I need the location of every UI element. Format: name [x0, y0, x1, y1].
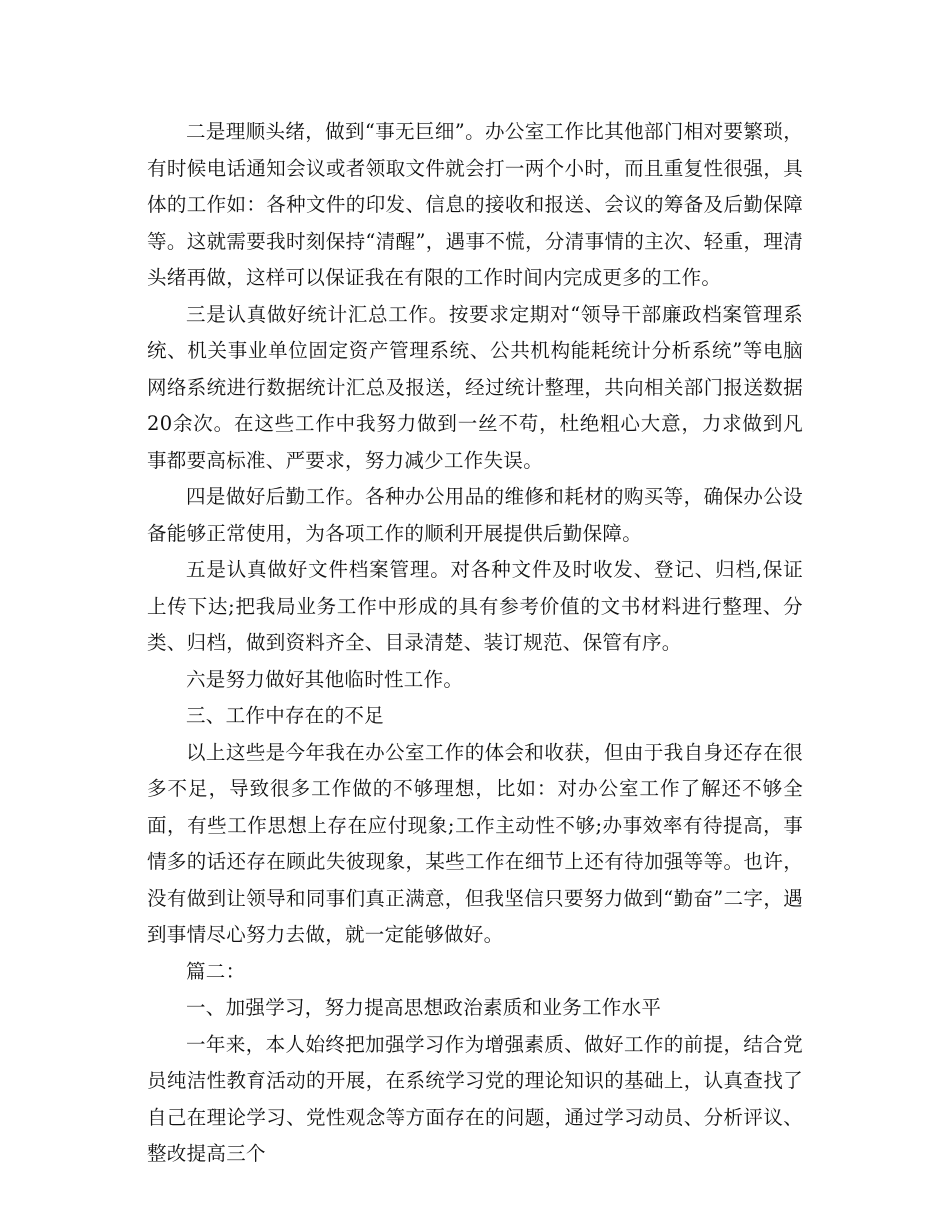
section-heading-study: 一、加强学习，努力提高思想政治素质和业务工作水平: [186, 996, 662, 1019]
document-body: [147, 114, 803, 1173]
paragraph-6-temporary-work: 六是努力做好其他临时性工作。: [186, 667, 464, 691]
section-heading-shortcomings: 三、工作中存在的不足: [186, 704, 385, 727]
paragraph-4-logistics-work: 四是做好后勤工作。各种办公用品的维修和耗材的购买等，确保办公设备能够正常使用，为各项工作的顺利开展提供后勤保障。: [147, 485, 803, 545]
paragraph-shortcomings: 以上这些是今年我在办公室工作的体会和收获，但由于我自身还存在很多不足，导致很多工作做的不够理想，比如：对办公室工作了解还不够全面，有些工作思想上存在应付现象;工作主动性不够;办事效率有待提高，事情多的话还存在顾此失彼现象，某些工作在细节上还有待加强等等。也许，没有做到让领导和同事们真正满意，但我坚信只要努力做到“勤奋”二字，遇到事情尽心努力去做，就一定能够做好。: [147, 740, 803, 946]
paragraph-study: 一年来，本人始终把加强学习作为增强素质、做好工作的前提，结合党员纯洁性教育活动的开展，在系统学习党的理论知识的基础上，认真查找了自己在理论学习、党性观念等方面存在的问题，通过学习动员、分析评议、整改提高三个: [147, 1032, 803, 1165]
paragraph-3-statistics-work: 三是认真做好统计汇总工作。按要求定期对“领导干部廉政档案管理系统、机关事业单位固定资产管理系统、公共机构能耗统计分析系统”等电脑网络系统进行数据统计汇总及报送，经过统计整理，共向相关部门报送数据20余次。在这些工作中我努力做到一丝不苟，杜绝粗心大意，力求做到凡事都要高标准、严要求，努力减少工作失误。: [147, 302, 803, 472]
part-two-heading: 篇二：: [186, 959, 246, 983]
paragraph-2-streamline-work: 二是理顺头绪，做到“事无巨细”。办公室工作比其他部门相对要繁琐，有时候电话通知会议或者领取文件就会打一两个小时，而且重复性很强，具体的工作如：各种文件的印发、信息的接收和报送、会议的筹备及后勤保障等。这就需要我时刻保持“清醒”，遇事不慌，分清事情的主次、轻重，理清头绪再做，这样可以保证我在有限的工作时间内完成更多的工作。: [147, 120, 803, 289]
paragraph-5-archive-management: 五是认真做好文件档案管理。对各种文件及时收发、登记、归档,保证上传下达;把我局业务工作中形成的具有参考价值的文书材料进行整理、分类、归档，做到资料齐全、目录清楚、装订规范、保管有序。: [147, 558, 803, 654]
